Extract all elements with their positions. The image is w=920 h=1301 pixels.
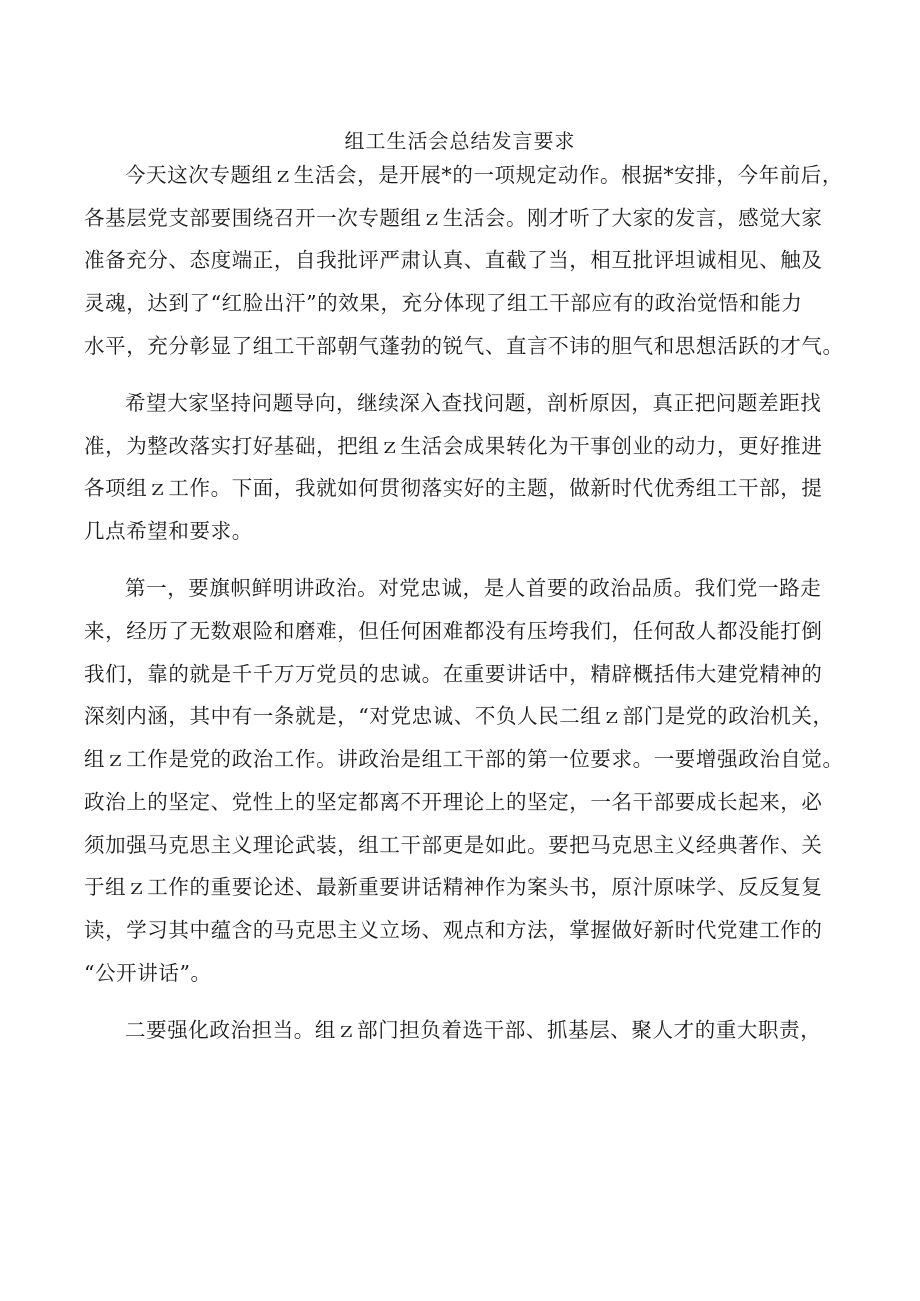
text-line: 灵魂，达到了“红脸出汗”的效果，充分体现了组工干部应有的政治觉悟和能力 bbox=[84, 291, 803, 316]
paragraph bbox=[84, 1009, 860, 1052]
text-line: 来，经历了无数艰险和磨难，但任何困难都没有压垮我们，任何敌人都没能打倒 bbox=[84, 619, 823, 644]
text-line: 第一，要旗帜鲜明讲政治。对党忠诚，是人首要的政治品质。我们党一路走 bbox=[125, 576, 822, 601]
text-line: 组ｚ工作是党的政治工作。讲政治是组工干部的第一位要求。一要增强政治自觉。 bbox=[84, 747, 844, 772]
text-line: 于组ｚ工作的重要论述、最新重要讲话精神作为案头书，原汁原味学、反反复复 bbox=[84, 875, 823, 900]
document-title: 组工生活会总结发言要求 bbox=[344, 129, 576, 153]
text-line: 水平，充分彰显了组工干部朝气蓬勃的锐气、直言不讳的胆气和思想活跃的才气。 bbox=[84, 333, 844, 358]
paragraph bbox=[84, 567, 860, 994]
paragraph bbox=[84, 154, 860, 368]
text-line: 各基层党支部要围绕召开一次专题组ｚ生活会。刚才听了大家的发言，感觉大家 bbox=[84, 205, 823, 230]
text-line: 各项组ｚ工作。下面，我就如何贯彻落实好的主题，做新时代优秀组工干部，提 bbox=[84, 476, 823, 501]
text-line: 我们，靠的就是千千万万党员的忠诚。在重要讲话中，精辟概括伟大建党精神的 bbox=[84, 661, 823, 686]
text-line: 深刻内涵，其中有一条就是，“对党忠诚、不负人民二组ｚ部门是党的政治机关， bbox=[84, 704, 834, 729]
text-line: 希望大家坚持问题导向，继续深入查找问题，剖析原因，真正把问题差距找 bbox=[125, 391, 822, 416]
text-line: 二要强化政治担当。组ｚ部门担负着选干部、抓基层、聚人才的重大职责， bbox=[125, 1017, 822, 1042]
document-body bbox=[84, 154, 860, 1066]
text-line: 政治上的坚定、党性上的坚定都离不开理论上的坚定，一名干部要成长起来，必 bbox=[84, 789, 823, 814]
paragraph bbox=[84, 382, 860, 553]
text-line: “公开讲话”。 bbox=[84, 960, 212, 985]
text-line: 准备充分、态度端正，自我批评严肃认真、直截了当，相互批评坦诚相见、触及 bbox=[84, 248, 823, 273]
text-line: 几点希望和要求。 bbox=[84, 519, 253, 544]
text-line: 须加强马克思主义理论武装，组工干部更是如此。要把马克思主义经典著作、关 bbox=[84, 832, 823, 857]
text-line: 读，学习其中蕴含的马克思主义立场、观点和方法，掌握做好新时代党建工作的 bbox=[84, 917, 823, 942]
text-line: 今天这次专题组ｚ生活会，是开展*的一项规定动作。根据*安排，今年前后， bbox=[125, 163, 843, 187]
text-line: 准，为整改落实打好基础，把组ｚ生活会成果转化为干事创业的动力，更好推进 bbox=[84, 433, 823, 458]
